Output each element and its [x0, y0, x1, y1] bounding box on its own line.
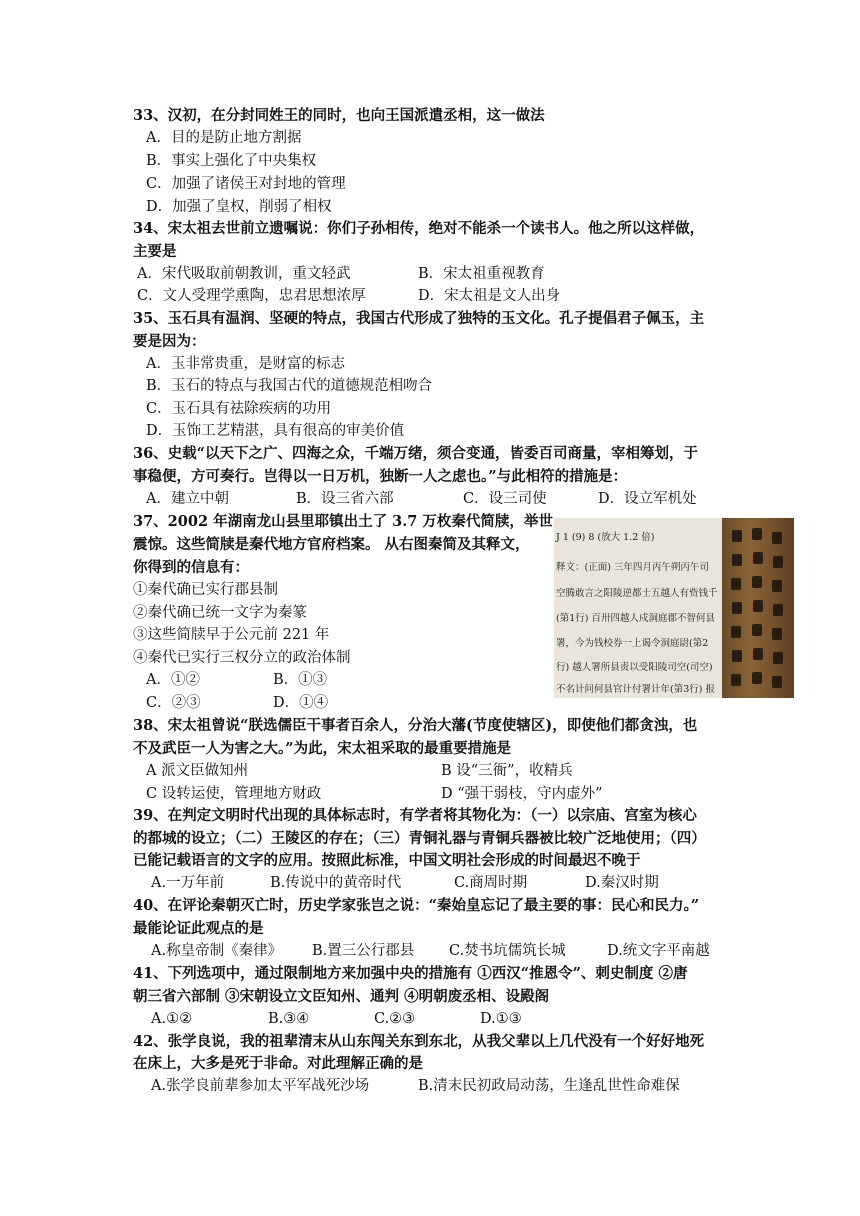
q40-option-d: D.统文字平南越 — [607, 943, 710, 959]
q40-stem-line2: 最能论证此观点的是 — [133, 920, 264, 937]
q38-option-c: C 设转运使，管理地方财政 — [146, 786, 322, 802]
q36-option-d: D．设立军机处 — [598, 491, 697, 507]
q35-option-d: D．玉饰工艺精湛，具有很高的审美价值 — [146, 423, 405, 439]
slip-line: 空腾敢言之阳陵逆都士五越人有赀钱千 — [556, 588, 718, 599]
q36-option-c: C．设三司使 — [463, 491, 547, 507]
slip-line: 不名计问何县官计付署计年(第3行) 报 — [556, 684, 715, 695]
q33-option-a: A．目的是防止地方割据 — [146, 130, 302, 146]
slip-line: 释文：(正面) 三年四月丙午朔丙午司 — [556, 562, 709, 573]
q36-option-b: B．设三省六部 — [296, 491, 394, 507]
q37-option-c: C．②③ — [146, 695, 201, 711]
slip-header: J 1 (9) 8 (放大 1.2 倍) — [556, 532, 655, 543]
slip-line: (第1行) 百卅四越人戍洞庭郡不智何县 — [556, 613, 715, 624]
q41-option-a: A.①② — [151, 1011, 193, 1027]
q39-stem-line1: 39、在判定文明时代出现的具体标志时，有学者将其物化为：（一）以宗庙、宫室为核心 — [133, 807, 697, 824]
q36-stem-line1: 36、史载“以天下之广、四海之众，千端万绪，须合变通，皆委百司商量，宰相筹划，于 — [133, 445, 699, 462]
q39-stem-line3: 已能记载语言的文字的应用。按照此标准，中国文明社会形成的时间最迟不晚于 — [133, 852, 641, 869]
q42-stem-line2: 在床上，大多是死于非命。对此理解正确的是 — [133, 1055, 423, 1072]
q38-option-b: B 设“三衙”，收精兵 — [441, 763, 573, 779]
q35-stem-line2: 要是因为： — [133, 333, 206, 350]
q38-stem-line2: 不及武臣一人为害之大。”为此，宋太祖采取的最重要措施是 — [133, 740, 512, 757]
q34-stem-line1: 34、宋太祖去世前立遗嘱说：你们子孙相传，绝对不能杀一个读书人。他之所以这样做， — [133, 220, 705, 237]
q39-stem-line2: 的都城的设立；（二）王陵区的存在；（三）青铜礼器与青铜兵器被比较广泛地使用；（四） — [133, 830, 706, 847]
q37-item-1: ①秦代确已实行郡县制 — [133, 582, 278, 598]
q33-stem: 33、汉初，在分封同姓王的同时，也向王国派遣丞相，这一做法 — [133, 107, 545, 124]
q41-option-b: B.③④ — [268, 1011, 310, 1027]
q35-option-c: C．玉石具有祛除疾病的功用 — [146, 401, 332, 417]
q37-option-a: A．①② — [146, 672, 200, 688]
q37-item-4: ④秦代已实行三权分立的政治体制 — [133, 650, 351, 666]
q37-item-3: ③这些简牍早于公元前 221 年 — [133, 627, 330, 643]
q42-option-a: A.张学良前辈参加太平军战死沙场 — [151, 1078, 370, 1094]
q41-stem-line1: 41、下列选项中，通过限制地方来加强中央的措施有 ①西汉“推恩令”、刺史制度 ②唐 — [133, 965, 688, 982]
q41-option-c: C.②③ — [374, 1011, 416, 1027]
slip-transcription — [554, 518, 722, 698]
q38-stem-line1: 38、宋太祖曾说“朕选儒臣干事者百余人，分治大藩(节度使辖区)，即使他们都贪浊，也 — [133, 717, 698, 734]
q42-option-b: B.清末民初政局动荡，生逢乱世性命难保 — [418, 1078, 680, 1094]
q34-option-b: B．宋太祖重视教育 — [418, 266, 545, 282]
q37-option-d: D．①④ — [273, 695, 329, 711]
q39-option-c: C.商周时期 — [454, 875, 528, 891]
q42-stem-line1: 42、张学良说，我的祖辈清末从山东闯关东到东北，从我父辈以上几代没有一个好好地死 — [133, 1033, 705, 1050]
q39-option-b: B.传说中的黄帝时代 — [270, 875, 402, 891]
q39-option-a: A.一万年前 — [151, 875, 225, 891]
q33-option-d: D．加强了皇权，削弱了相权 — [146, 199, 332, 215]
q36-option-a: A．建立中朝 — [146, 491, 229, 507]
slip-line: 行) 越人署所县责以受阳陵司空(司空) — [556, 662, 713, 673]
q38-option-d: D “强干弱枝，守内虚外” — [441, 786, 603, 802]
q40-option-b: B.置三公行郡县 — [312, 943, 415, 959]
q38-option-a: A 派文臣做知州 — [146, 763, 249, 779]
q37-item-2: ②秦代确已统一文字为秦篆 — [133, 605, 307, 621]
q39-option-d: D.秦汉时期 — [585, 875, 659, 891]
q40-option-c: C.焚书坑儒筑长城 — [449, 943, 566, 959]
qin-bamboo-slip-figure — [554, 518, 794, 698]
q40-stem-line1: 40、在评论秦朝灭亡时，历史学家张岂之说：“秦始皇忘记了最主要的事：民心和民力。” — [133, 897, 700, 914]
q37-stem-line2: 震惊。这些简牍是秦代地方官府档案。 从右图秦简及其释文， — [133, 536, 530, 553]
q35-option-b: B．玉石的特点与我国古代的道德规范相吻合 — [146, 378, 433, 394]
q37-stem-line1: 37、2002 年湖南龙山县里耶镇出土了 3.7 万枚秦代简牍，举世 — [133, 513, 553, 530]
q40-option-a: A.称皇帝制《秦律》 — [151, 943, 283, 959]
q34-option-d: D．宋太祖是文人出身 — [418, 288, 561, 304]
q37-stem-line3: 你得到的信息有： — [133, 559, 249, 576]
q41-stem-line2: 朝三省六部制 ③宋朝设立文臣知州、通判 ④明朝废丞相、设殿阁 — [133, 988, 550, 1005]
slip-line: 署，今为钱校券一上谒令洞庭尉(第2 — [556, 638, 709, 649]
q34-option-a: A．宋代吸取前朝教训，重文轻武 — [137, 266, 351, 282]
q34-option-c: C．文人受理学熏陶，忠君思想浓厚 — [137, 288, 366, 304]
q33-option-c: C．加强了诸侯王对封地的管理 — [146, 176, 346, 192]
q36-stem-line2: 事稳便，方可奏行。岂得以一日万机，独断一人之虑也。”与此相符的措施是： — [133, 468, 628, 485]
q34-stem-line2: 主要是 — [133, 243, 177, 260]
q37-option-b: B．①③ — [273, 672, 328, 688]
q35-option-a: A．玉非常贵重，是财富的标志 — [146, 356, 345, 372]
q33-option-b: B．事实上强化了中央集权 — [146, 153, 317, 169]
q35-stem-line1: 35、玉石具有温润、坚硬的特点，我国古代形成了独特的玉文化。孔子提倡君子佩玉，主 — [133, 310, 705, 327]
q41-option-d: D.①③ — [480, 1011, 522, 1027]
bamboo-slip-photo — [722, 518, 794, 698]
